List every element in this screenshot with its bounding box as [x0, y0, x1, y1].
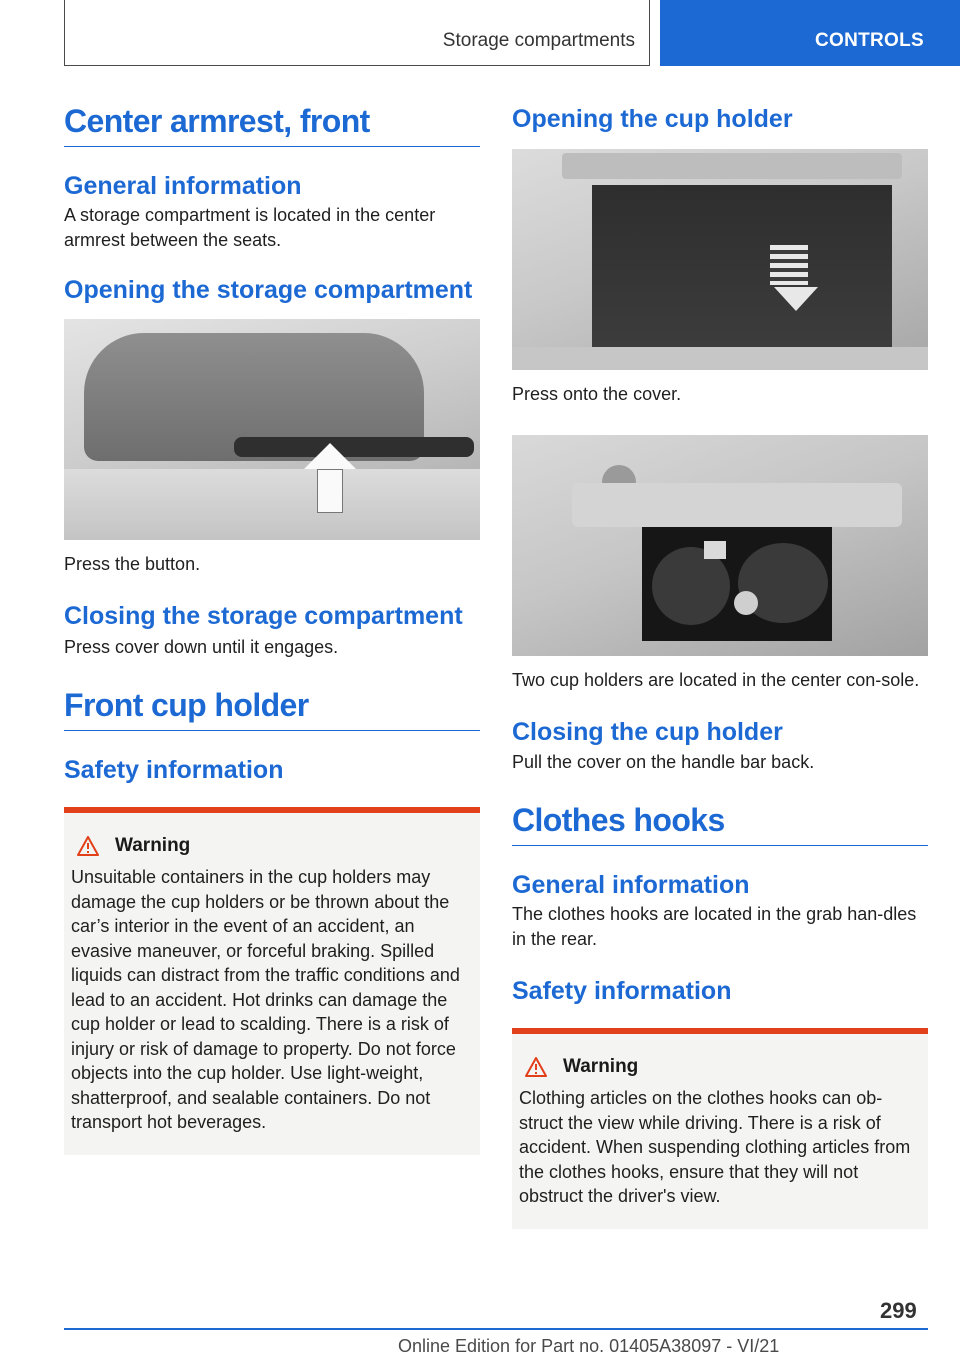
- cup-holder-cover-photo: [512, 149, 928, 370]
- press-cover-caption: Press onto the cover.: [512, 384, 682, 404]
- header-section-title: Storage compartments: [442, 30, 635, 51]
- arrow-down-icon: [774, 287, 818, 311]
- left-column: [64, 100, 480, 1155]
- closing-cup-holder-text: Pull the cover on the handle bar back.: [512, 752, 815, 772]
- warning-triangle-icon: [77, 836, 99, 856]
- press-button-caption: Press the button.: [64, 554, 201, 574]
- general-info-text: A storage compartment is located in the center armrest between the seats.: [64, 205, 436, 250]
- warning-text: Unsuitable containers in the cup holders may damage the cup holders or be thrown about the car’s interior in the event of an accident, an evasive maneuver, or forceful braking. Spilled liquids can distract from the traffic conditions and lead to an accident. Hot drinks can damage the cup holder or lead to scalding. There is a risk of injury or risk of damage to property. Do not force objects into the cup holder. Use light-weight, shatterproof, and sealable containers. Do not transport hot beverages.: [71, 867, 460, 1132]
- closing-cup-holder-heading: Closing the cup holder: [512, 718, 783, 746]
- closing-storage-heading: Closing the storage compartment: [64, 602, 463, 630]
- front-cup-holder-title: Front cup holder: [64, 684, 480, 731]
- footer-divider: [64, 1328, 928, 1330]
- safety-info-heading: Safety information: [64, 756, 284, 784]
- clothes-warning-title: [519, 1056, 920, 1078]
- general-info-heading: General information: [64, 172, 302, 200]
- clothes-general-info-text: The clothes hooks are located in the grab han-dles in the rear.: [512, 904, 917, 949]
- clothes-warning-box: [512, 1028, 928, 1229]
- clothes-hooks-title: Clothes hooks: [512, 799, 928, 846]
- arrow-up-icon: [304, 443, 356, 469]
- header-chapter-label: CONTROLS: [815, 30, 925, 51]
- closing-storage-text: Press cover down until it engages.: [64, 637, 339, 657]
- opening-storage-heading: Opening the storage compartment: [64, 276, 473, 304]
- clothes-safety-info-heading: Safety information: [512, 977, 732, 1005]
- footer-edition-text: Online Edition for Part no. 01405A38097 - VI/21: [398, 1336, 780, 1356]
- right-column: [512, 100, 928, 1229]
- warning-triangle-icon: [525, 1057, 547, 1077]
- cup-holders-open-photo: [512, 435, 928, 656]
- header-chapter-tab[interactable]: [660, 0, 960, 66]
- warning-box: [64, 807, 480, 1155]
- warning-label: Warning: [115, 835, 191, 856]
- header-section-box: [64, 0, 650, 66]
- warning-title: [71, 835, 472, 857]
- center-armrest-title: Center armrest, front: [64, 100, 480, 147]
- clothes-warning-text: Clothing articles on the clothes hooks can ob-struct the view while driving. There is a risk of accident. When suspending clothing articles from the clothes hooks, ensure that they will not obstruct the driver's view.: [519, 1088, 911, 1206]
- two-cup-holders-text: Two cup holders are located in the center con-sole.: [512, 670, 920, 690]
- page-number: 299: [880, 1298, 917, 1323]
- armrest-photo: [64, 319, 480, 540]
- opening-cup-holder-heading: Opening the cup holder: [512, 105, 793, 133]
- clothes-general-info-heading: General information: [512, 871, 750, 899]
- clothes-warning-label: Warning: [563, 1056, 639, 1077]
